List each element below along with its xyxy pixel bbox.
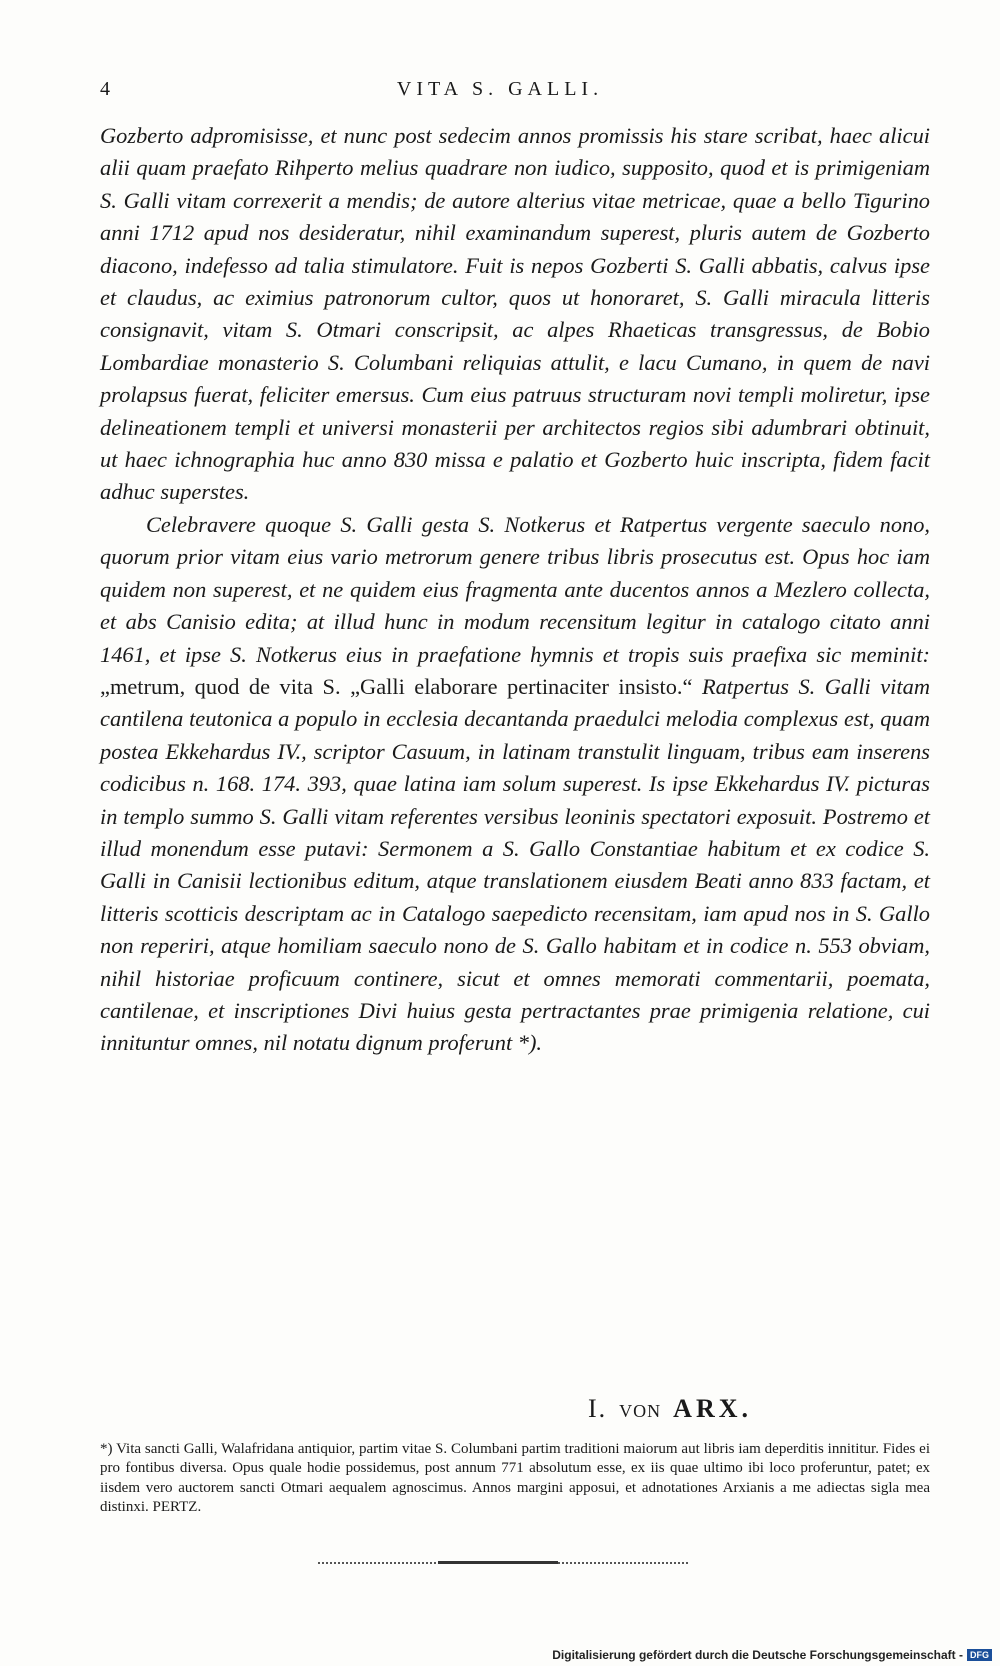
notker-quote: „metrum, quod de vita S. „Galli elaborare pertinaciter insisto.“: [100, 673, 693, 699]
paragraph-2: [100, 509, 930, 1060]
main-text: [100, 120, 930, 1060]
signature-initial: I.: [588, 1394, 608, 1423]
running-title: VITA S. GALLI.: [396, 78, 604, 100]
digitization-credit: [552, 1648, 992, 1662]
paragraph-1: Gozberto adpromisisse, et nunc post sedecim annos promissis his stare scribat, haec alicui alii quam praefato Rihperto melius quadrare non iudico, supposito, quod et is primigeniam S. Galli vitam correxerit a mendis; de autore alterius vitae metricae, quae a bello Tigurino anni 1712 apud nos desideratur, nihil examinandum superest, pluris autem de Gozberto diacono, indefesso ad talia stimulatore. Fuit is nepos Gozberti S. Galli abbatis, calvus ipse et claudus, ac eximius patronorum cultor, quos ut honoraret, S. Galli miracula litteris consignavit, vitam S. Otmari conscripsit, ac alpes Rhaeticas transgressus, de Bobio Lombardiae monasterio S. Columbani reliquias attulit, e lacu Cumano, in quem de navi prolapsus fuerat, feliciter emersus. Cum eius patruus structuram novi templi moliretur, ipse delineationem templi et universi monasterii per architectos regios sibi adumbrari obtinuit, ut haec ichnographia huc anno 830 missa e palatio et Gozberto huic inscripta, fidem facit adhuc superstes.: [100, 123, 930, 505]
signature-name: ARX.: [673, 1394, 753, 1423]
page-number: 4: [100, 78, 110, 100]
signature-von: VON: [619, 1401, 662, 1421]
dfg-logo-icon: DFG: [967, 1649, 992, 1661]
paragraph-2-part-2: Ratpertus S. Galli vitam cantilena teutonica a populo in ecclesia decantanda praedulci melodia complexus est, quam postea Ekkehardus IV., scriptor Casuum, in latinam transtulit linguam, tribus eam inserens codicibus n. 168. 174. 393, quae latina iam solum superest. Is ipse Ekkehardus IV. picturas in templo summo S. Galli vitam referentes versibus leoninis spectatori exposuit. Postremo et illud monendum esse putavi: Sermonem a S. Gallo Constantiae habitum et ex codice S. Galli in Canisii lectionibus editum, atque translationem eiusdem Beati anno 833 factam, et litteris scotticis descriptam ac in Catalogo saepedicto recensitam, iam apud nos in S. Gallo non reperiri, atque homiliam saeculo nono de S. Gallo habitam et in codice n. 553 obviam, nihil historiae proficuum continere, sicut et omnes memorati commentarii, poemata, cantilenae, et inscriptiones Divi huius gesta pertractantes prae primigenia relatione, cui innituntur omnes, nil notatu dignum proferunt *).: [100, 673, 930, 1056]
credit-text: Digitalisierung gefördert durch die Deutsche Forschungsgemeinschaft -: [552, 1648, 963, 1662]
paragraph-2-part-1: Celebravere quoque S. Galli gesta S. Notkerus et Ratpertus vergente saeculo nono, quorum prior vitam eius vario metrorum genere tribus libris prosecutus est. Opus hoc iam quidem non superest, et ne quidem eius fragmenta ante ducentos annos a Mezlero collecta, et abs Canisio edita; at illud hunc in modum recensitum legitur in catalogo citato anni 1461, et ipse S. Notkerus eius in praefatione hymnis et tropis suis praefixa sic meminit:: [100, 511, 930, 667]
footnote: *) Vita sancti Galli, Walafridana antiquior, partim vitae S. Columbani partim traditioni maiorum aut libris iam deperditis innititur. Fides ei pro fontibus diversa. Opus quale hodie possidemus, post annum 771 absolutum esse, ex iis quae ultimo ibi loco proferuntur, patet; ex iisdem vero auctorem sancti Otmari aequalem agnoscimus. Annos margini apposui, et adnotationes Arxianis a me adiectas sigla mea distinxi. PERTZ.: [100, 1441, 930, 1516]
author-signature: [588, 1394, 752, 1424]
end-rule-center: [438, 1561, 558, 1564]
